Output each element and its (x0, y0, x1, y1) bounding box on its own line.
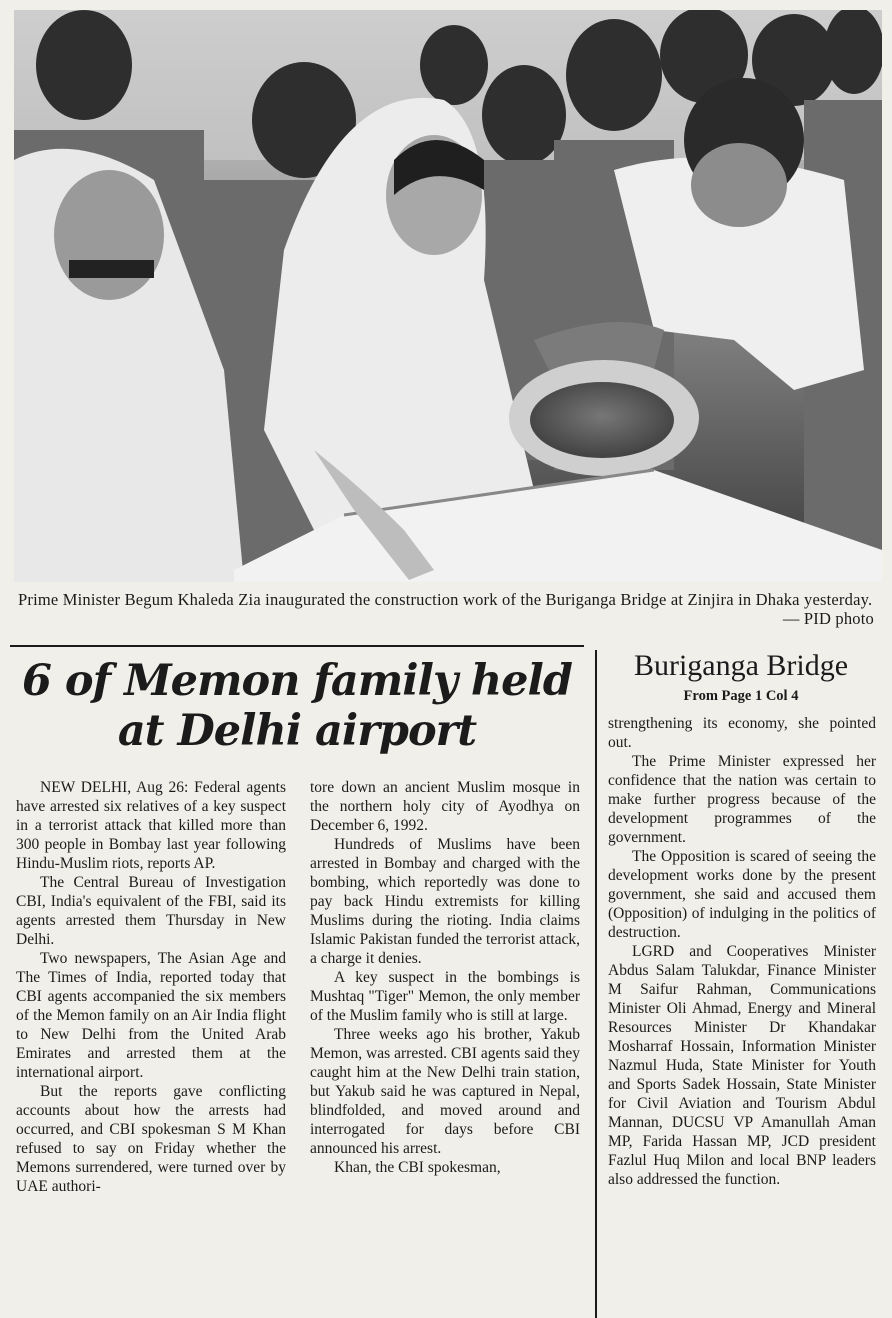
article-paragraph: A key suspect in the bombings is Mushtaq "Tiger" Memon, the only member of the Muslim family who is still at large. (310, 969, 580, 1024)
article-paragraph: Two newspapers, The Asian Age and The Times of India, reported today that CBI agents accompanied the six members of the Memon family on an Air India flight to New Delhi from the United Arab Emirates and arrested them at the international airport. (16, 950, 286, 1081)
photo-illustration (14, 10, 882, 582)
article-paragraph: Three weeks ago his brother, Yakub Memon, was arrested. CBI agents said they caught him at the New Delhi train station, but Yakub said he was captured in Nepal, blindfolded, and moved around and interrogated for days before CBI announced his arrest. (310, 1026, 580, 1157)
article-headline: 6 of Memon family held at Delhi airport (22, 656, 572, 756)
news-photo (14, 10, 882, 582)
sidebar-headline: Buriganga Bridge (633, 649, 849, 682)
article-paragraph: Hundreds of Muslims have been arrested in Bombay and charged with the bombing, which reportedly was done to pay back Hindu extremists for killing Muslims during the rioting. India claims Islamic Pakistan funded the terrorist attack, a charge it denies. (310, 836, 580, 967)
article-column-1 (16, 778, 286, 1196)
article-paragraph: The Prime Minister expressed her confidence that the nation was certain to make further progress because of the development programmes of the government. (608, 753, 876, 846)
article-paragraph: NEW DELHI, Aug 26: Federal agents have arrested six relatives of a key suspect in a terrorist attack that killed more than 300 people in Bombay last year following Hindu-Muslim riots, reports AP. (16, 779, 286, 872)
article-paragraph: But the reports gave conflicting accounts about how the arrests had occurred, and CBI spokesman S M Khan refused to say on Friday whether the Memons surrendered, were turned over by UAE authori- (16, 1083, 286, 1195)
article-column-2 (310, 778, 580, 1177)
jump-line: From Page 1 Col 4 (683, 688, 799, 704)
photo-credit: — PID photo (782, 609, 874, 628)
article-paragraph: tore down an ancient Muslim mosque in the northern holy city of Ayodhya on December 6, 1992. (310, 779, 580, 834)
column-divider (595, 650, 597, 1318)
sidebar-column (608, 714, 876, 1189)
article-paragraph: The Central Bureau of Investigation CBI, India's equivalent of the FBI, said its agents arrested them Thursday in New Delhi. (16, 874, 286, 948)
photo-caption (18, 590, 878, 628)
caption-text: Prime Minister Begum Khaleda Zia inaugurated the construction work of the Buriganga Bridge at Zinjira in Dhaka yesterday. (18, 590, 873, 609)
article-paragraph: LGRD and Cooperatives Minister Abdus Salam Talukdar, Finance Minister M Saifur Rahman, Communications Minister Oli Ahmad, Energy and Mineral Resources Minister Dr Khandakar Mosharraf Hossain, Information Minister Nazmul Huda, State Minister for Youth and Sports Sadek Hossain, State Minister for Civil Aviation and Tourism Abdul Mannan, DUCSU VP Amanullah Aman MP, Farida Hassan MP, JCD president Fazlul Huq Milon and local BNP leaders also addressed the function. (608, 943, 876, 1188)
article-paragraph: The Opposition is scared of seeing the development works done by the present government, she said and accused them (Opposition) of indulging in the politics of destruction. (608, 848, 876, 941)
article-paragraph: Khan, the CBI spokesman, (334, 1159, 501, 1176)
headline-rule (10, 645, 584, 647)
article-paragraph: strengthening its economy, she pointed out. (608, 715, 876, 751)
